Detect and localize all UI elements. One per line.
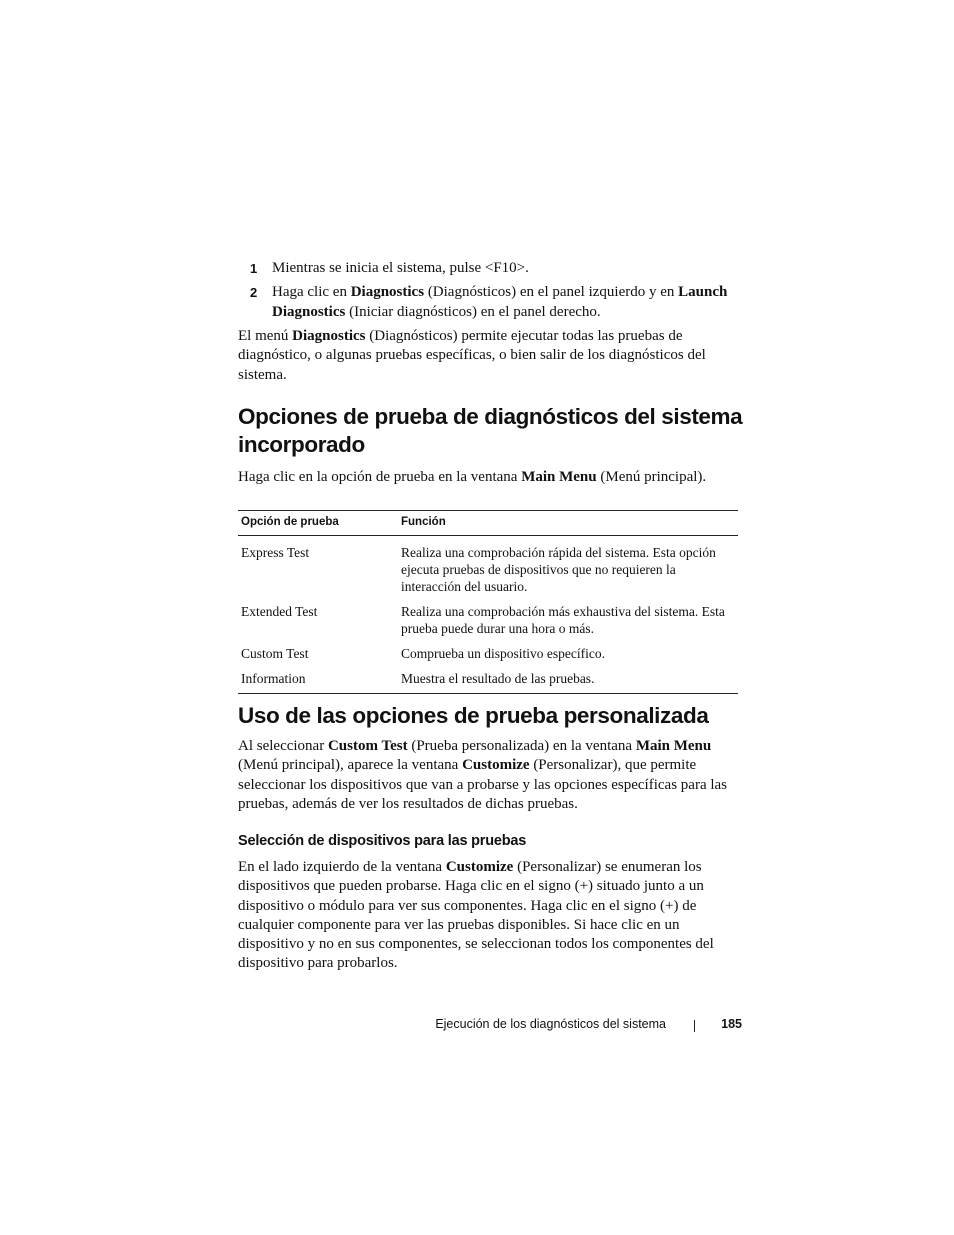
option-cell: Extended Test (241, 604, 318, 619)
ui-term-launch-diagnostics: Launch Diagnostics (272, 284, 728, 320)
ui-term-customize: Customize (462, 757, 530, 774)
ui-term-custom-test: Custom Test (327, 738, 408, 754)
function-cell: Comprueba un dispositivo específico. (401, 646, 605, 661)
step-number: 1 (250, 261, 258, 276)
function-cell: Realiza una comprobación más exhaustiva del sistema. Esta prueba puede durar una hora o más. (401, 604, 725, 636)
footer-chapter-title: Ejecución de los diagnósticos del sistema (435, 1017, 666, 1031)
step-1 (238, 259, 738, 278)
step-number: 2 (250, 285, 258, 301)
function-cell: Realiza una comprobación rápida del sistema. Esta opción ejecuta pruebas de dispositivos que no requieren la interacción del usuario. (401, 545, 716, 594)
ui-term-main-menu: Main Menu (635, 738, 712, 754)
page-footer (238, 1017, 742, 1037)
footer-divider (694, 1020, 695, 1032)
section-custom-paragraph: Al seleccionar Custom Test (Prueba personalizada) en la ventana Main Menu (Menú principal), aparece la ventana Customize (Personalizar), que permite seleccionar los dispositivos que van a probarse y las opciones específicas para las pruebas, además de ver los resultados de dichas pruebas. (238, 738, 728, 812)
intro-paragraph: El menú Diagnostics (Diagnósticos) permite ejecutar todas las pruebas de diagnóstico, o algunas pruebas específicas, o bien salir de los diagnósticos del sistema. (238, 328, 706, 383)
page-number: 185 (721, 1017, 742, 1031)
section-heading-custom: Uso de las opciones de prueba personalizada (238, 703, 709, 728)
test-options-table (238, 510, 738, 694)
step-text: Mientras se inicia el sistema, pulse <F10>. (272, 260, 529, 276)
section-options-paragraph: Haga clic en la opción de prueba en la ventana Main Menu (Menú principal). (238, 469, 707, 485)
steps-list (238, 259, 738, 327)
table-row (238, 595, 738, 637)
subsection-paragraph: En el lado izquierdo de la ventana Customize (Personalizar) se enumeran los dispositivos que pueden probarse. Haga clic en el signo (+) situado junto a un dispositivo o módulo para ver sus componentes. Haga clic en el signo (+) de cualquier componente para ver las pruebas disponibles. Si hace clic en un dispositivo y no en sus componentes, se seleccionan todos los componentes del dispositivo para probarlos. (238, 859, 714, 972)
subsection-heading: Selección de dispositivos para las pruebas (238, 833, 527, 849)
table-row (238, 662, 738, 694)
option-cell: Information (238, 662, 398, 694)
ui-term-main-menu: Main Menu (521, 469, 597, 485)
ui-term-diagnostics: Diagnostics (350, 284, 425, 301)
table-row (238, 637, 738, 662)
ui-term-customize: Customize (445, 859, 514, 875)
option-cell: Custom Test (241, 646, 309, 661)
ui-term-diagnostics: Diagnostics (292, 328, 366, 344)
column-header-function: Función (398, 511, 738, 536)
function-cell: Muestra el resultado de las pruebas. (398, 662, 738, 694)
option-cell: Express Test (241, 545, 310, 560)
section-heading-options: Opciones de prueba de diagnósticos del sistema incorporado (238, 404, 743, 457)
column-header-option: Opción de prueba (238, 511, 398, 536)
table-row (238, 536, 738, 596)
table-header-row (238, 511, 738, 536)
step-2 (238, 283, 738, 322)
step-text: Haga clic en Diagnostics (Diagnósticos) en el panel izquierdo y en Launch Diagnostics (Iniciar diagnósticos) en el panel derecho. (272, 284, 728, 320)
